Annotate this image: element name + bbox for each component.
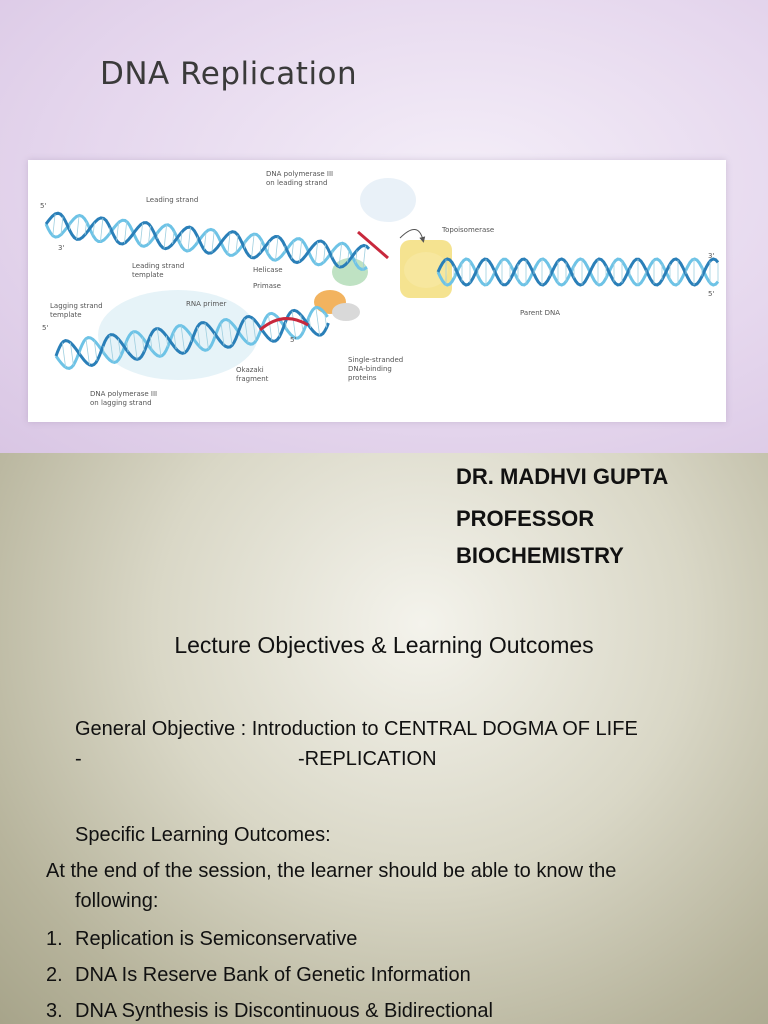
label-okazaki-2: fragment [236, 375, 269, 383]
label-helicase: Helicase [253, 266, 283, 274]
outcome-item [46, 964, 471, 987]
general-objective-cont: -REPLICATION [298, 748, 437, 770]
label-5prime-right: 5' [708, 290, 715, 298]
label-5prime-lagging: 5' [42, 324, 49, 332]
leading-helix-base-pair [77, 216, 80, 240]
label-pol3-lagging-2: on lagging strand [90, 399, 152, 407]
intro-line: At the end of the session, the learner should be able to know the [46, 860, 617, 882]
outcome-text: Replication is Semiconservative [75, 928, 358, 950]
leading-helix-base-pair [276, 237, 279, 261]
label-primase: Primase [253, 282, 281, 290]
label-pol3-leading: DNA polymerase III [266, 170, 334, 178]
label-leading-template-2: template [132, 271, 164, 279]
general-objective-dash: - [75, 748, 82, 770]
label-3prime-top: 3' [58, 244, 65, 252]
outcome-number: 1. [46, 928, 63, 950]
label-rna-primer: RNA primer [186, 300, 227, 308]
label-3prime-right: 3' [708, 252, 715, 260]
outcome-text: DNA Synthesis is Discontinuous & Bidirectional [75, 1000, 493, 1022]
outcome-number: 3. [46, 1000, 63, 1022]
label-leading-template: Leading strand [132, 262, 185, 270]
primase-complex [332, 303, 360, 321]
dna-replication-figure [28, 160, 726, 422]
section-heading: Lecture Objectives & Learning Outcomes [174, 632, 594, 658]
label-leading-strand: Leading strand [146, 196, 199, 204]
label-5prime-fork: 5' [290, 336, 297, 344]
label-lagging-template-2: template [50, 311, 82, 319]
author-department: BIOCHEMISTRY [456, 543, 624, 568]
specific-outcomes-heading: Specific Learning Outcomes: [75, 824, 331, 846]
outcome-text: DNA Is Reserve Bank of Genetic Information [75, 964, 471, 986]
author-role: PROFESSOR [456, 506, 595, 531]
label-pol3-leading-2: on leading strand [266, 179, 328, 187]
label-okazaki: Okazaki [236, 366, 264, 374]
slide-title: DNA Replication [100, 56, 358, 92]
helix-layer [46, 213, 718, 368]
topoisomerase-core [404, 252, 448, 288]
leading-helix-base-pair [164, 225, 167, 249]
lagging-helix-base-pair [214, 333, 215, 337]
author-name: DR. MADHVI GUPTA [456, 464, 669, 489]
outcome-item [46, 928, 358, 951]
intro-line-cont: following: [75, 890, 159, 912]
topo-arrow [400, 229, 423, 240]
lagging-helix-base-pair [316, 308, 320, 336]
lagging-helix-base-pair [80, 351, 81, 355]
leading-helix-base-pair [252, 234, 255, 258]
label-pol3-lagging: DNA polymerase III [90, 390, 158, 398]
outcome-item [46, 1000, 493, 1023]
label-ssb-3: proteins [348, 374, 377, 382]
label-ssb: Single-stranded [348, 356, 404, 364]
outcome-number: 2. [46, 964, 63, 986]
helicase-shape [332, 258, 368, 286]
label-parent-dna: Parent DNA [520, 309, 561, 317]
label-ssb-2: DNA-binding [348, 365, 392, 373]
label-topoisomerase: Topoisomerase [442, 226, 495, 234]
lagging-helix-base-pair [292, 311, 296, 338]
dna-replication-diagram [28, 160, 726, 422]
lagging-polymerase-blob [98, 290, 258, 380]
general-objective: General Objective : Introduction to CENTRAL DOGMA OF LIFE [75, 718, 638, 740]
leading-helix-base-pair [100, 218, 103, 242]
label-lagging-template: Lagging strand [50, 302, 103, 310]
leading-helix-base-pair [188, 227, 191, 251]
label-5prime-top: 5' [40, 202, 47, 210]
leading-polymerase-blob [360, 178, 416, 222]
